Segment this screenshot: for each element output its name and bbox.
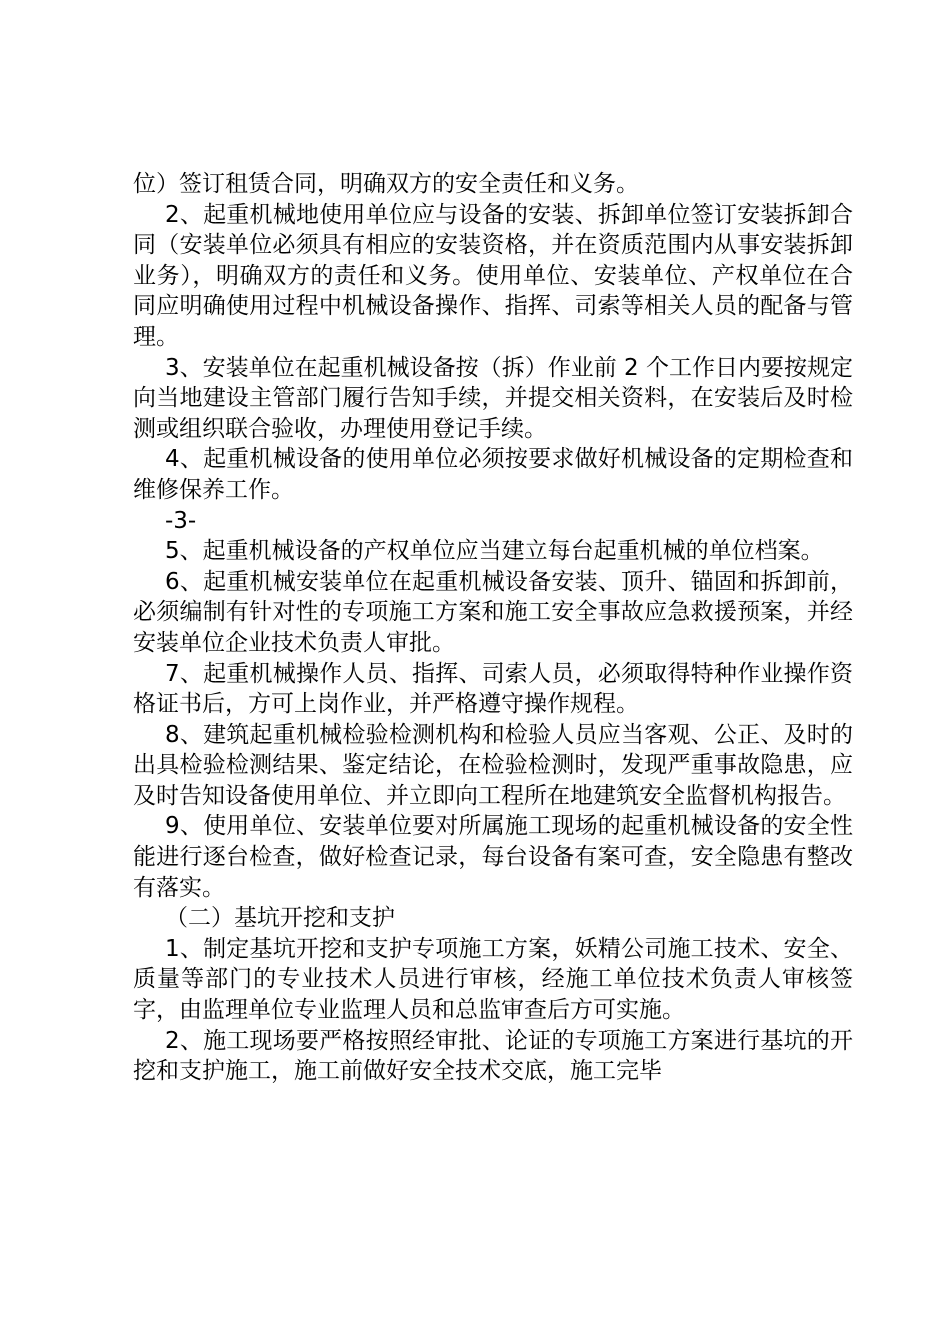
document-page <box>133 169 853 1087</box>
paragraph-item-4: 4、起重机械设备的使用单位必须按要求做好机械设备的定期检查和维修保养工作。 <box>133 446 853 503</box>
section-paragraph-2: 2、施工现场要严格按照经审批、论证的专项施工方案进行基坑的开挖和支护施工，施工前做好安全技术交底，施工完毕 <box>133 1027 853 1085</box>
section-heading: （二）基坑开挖和支护 <box>165 905 395 932</box>
paragraph-item-3: 3、安装单位在起重机械设备按（拆）作业前 2 个工作日内要按规定向当地建设主管部门履行告知手续，并提交相关资料，在安装后及时检测或组织联合验收，办理使用登记手续。 <box>133 354 853 442</box>
paragraph-item-5: 5、起重机械设备的产权单位应当建立每台起重机械的单位档案。 <box>165 538 824 565</box>
paragraph-item-7: 7、起重机械操作人员、指挥、司索人员，必须取得特种作业操作资格证书后，方可上岗作业，并严格遵守操作规程。 <box>133 660 853 718</box>
paragraph-continuation: 位）签订租赁合同，明确双方的安全责任和义务。 <box>133 171 639 197</box>
paragraph-item-8: 8、建筑起重机械检验检测机构和检验人员应当客观、公正、及时的出具检验检测结果、鉴定结论，在检验检测时，发现严重事故隐患，应及时告知设备使用单位、并立即向工程所在地建筑安全监督机构报告。 <box>133 721 853 809</box>
paragraph-item-2: 2、起重机械地使用单位应与设备的安装、拆卸单位签订安装拆卸合同（安装单位必须具有相应的安装资格，并在资质范围内从事安装拆卸业务），明确双方的责任和义务。使用单位、安装单位、产权单位在合同应明确使用过程中机械设备操作、指挥、司索等相关人员的配备与管理。 <box>133 201 853 350</box>
section-paragraph-1: 1、制定基坑开挖和支护专项施工方案，妖精公司施工技术、安全、质量等部门的专业技术人员进行审核，经施工单位技术负责人审核签字，由监理单位专业监理人员和总监审查后方可实施。 <box>133 935 853 1024</box>
page-number: -3- <box>165 507 197 534</box>
paragraph-item-6: 6、起重机械安装单位在起重机械设备安装、顶升、锚固和拆卸前，必须编制有针对性的专项施工方案和施工安全事故应急救援预案，并经安装单位企业技术负责人审批。 <box>133 568 853 656</box>
paragraph-item-9: 9、使用单位、安装单位要对所属施工现场的起重机械设备的安全性能进行逐台检查，做好检查记录，每台设备有案可查，安全隐患有整改有落实。 <box>133 813 853 901</box>
